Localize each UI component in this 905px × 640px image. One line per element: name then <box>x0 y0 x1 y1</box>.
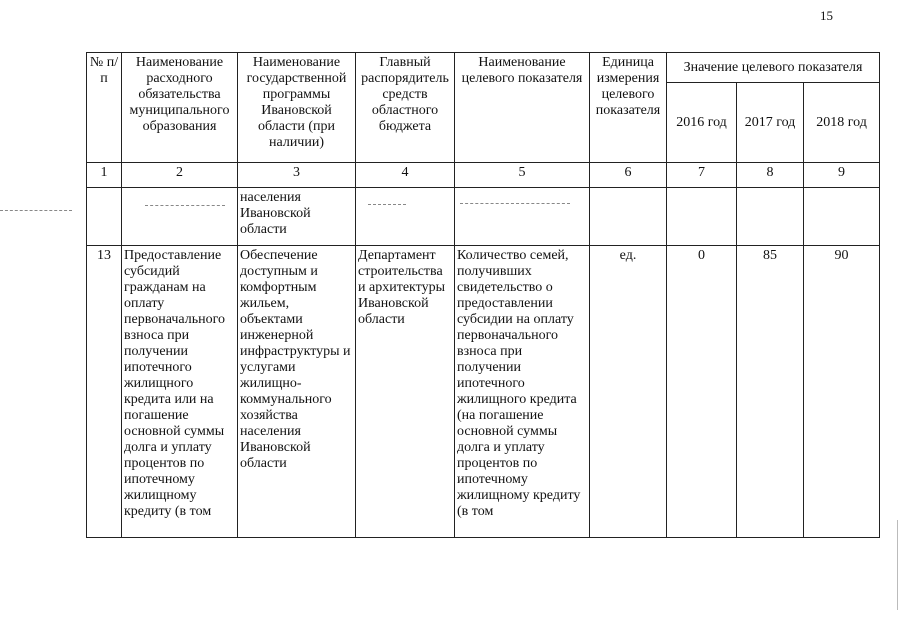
page-number: 15 <box>820 8 833 23</box>
column-number: 5 <box>455 163 590 188</box>
table-row-continuation <box>87 188 880 246</box>
cell-row-number: 13 <box>87 246 122 538</box>
column-number: 9 <box>804 163 880 188</box>
cell-empty <box>804 188 880 246</box>
cell-indicator: Количество семей, получивших свидетельство о предоставлении субсидии на оплату первоначального взноса при получении ипотечного жилищного кредита (на погашение основной суммы долга и уплату процентов по ипотечному жилищному кредиту (в том <box>455 246 590 538</box>
cell-empty <box>590 188 667 246</box>
column-number: 6 <box>590 163 667 188</box>
cell-empty <box>87 188 122 246</box>
header-year-2017: 2017 год <box>737 83 804 163</box>
column-number: 4 <box>356 163 455 188</box>
column-number: 1 <box>87 163 122 188</box>
cell-empty <box>356 188 455 246</box>
header-obligation: Наименование расходного обязательства муниципального образования <box>122 53 238 163</box>
scan-artifact-line <box>368 204 406 205</box>
cell-obligation: Предоставление субсидий гражданам на оплату первоначального взноса при получении ипотечного жилищного кредита или на погашение основной суммы долга и уплату процентов по ипотечному жилищному кредиту (в том <box>122 246 238 538</box>
column-number: 3 <box>238 163 356 188</box>
scan-artifact-line <box>0 210 72 211</box>
header-target-values: Значение целевого показателя <box>667 53 880 83</box>
table-row <box>87 246 880 538</box>
header-indicator: Наименование целевого показателя <box>455 53 590 163</box>
header-unit: Единица измерения целевого показателя <box>590 53 667 163</box>
cell-value-2016: 0 <box>667 246 737 538</box>
cell-value-2017: 85 <box>737 246 804 538</box>
cell-empty <box>122 188 238 246</box>
cell-empty <box>455 188 590 246</box>
scan-artifact-line <box>460 203 570 204</box>
cell-empty <box>667 188 737 246</box>
cell-value-2018: 90 <box>804 246 880 538</box>
cell-empty <box>737 188 804 246</box>
column-number: 2 <box>122 163 238 188</box>
cell-administrator: Департамент строительства и архитектуры Ивановской области <box>356 246 455 538</box>
header-number: № п/п <box>87 53 122 163</box>
cell-program-continuation: населения Ивановской области <box>238 188 356 246</box>
header-year-2016: 2016 год <box>667 83 737 163</box>
header-program: Наименование государственной программы Ивановской области (при наличии) <box>238 53 356 163</box>
column-number: 7 <box>667 163 737 188</box>
header-year-2018: 2018 год <box>804 83 880 163</box>
cell-unit: ед. <box>590 246 667 538</box>
scan-artifact-line <box>897 520 898 610</box>
column-number: 8 <box>737 163 804 188</box>
header-administrator: Главный распорядитель средств областного бюджета <box>356 53 455 163</box>
cell-program: Обеспечение доступным и комфортным жильем, объектами инженерной инфраструктуры и услугами жилищно-коммунального хозяйства населения Ивановской области <box>238 246 356 538</box>
scan-artifact-line <box>145 205 225 206</box>
target-indicators-table <box>86 52 880 538</box>
